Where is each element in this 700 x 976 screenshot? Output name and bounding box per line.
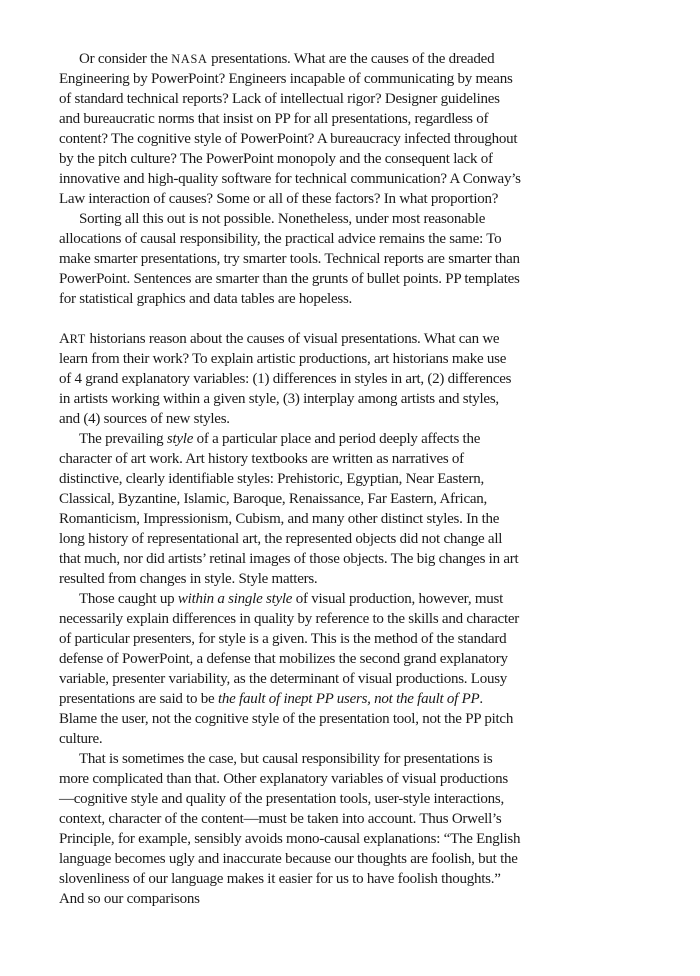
text-run: Sorting all this out is not possible. Nonetheless, under most reasonable allocations of causal responsibility, the practical advice remains the same: To make smarter presentations, try smarter tools. Technical reports are smarter than PowerPoint. Sentences are smarter than the grunts of bullet points. PP templates for statistical graphics and data tables are hopeless. [59, 211, 520, 307]
text-run: of visual production, however, must necessarily explain differences in quality by reference to the skills and character of particular presenters, for style is a given. This is the method of the standard defense of PowerPoint, a defense that mobilizes the second grand explanatory variable, presenter variability, as the determinant of visual productions. Lousy presentations are said to be [59, 591, 520, 707]
paragraph-5 [59, 589, 521, 749]
paragraph-4 [59, 429, 521, 589]
text-run-smallcaps: RT [69, 332, 87, 346]
text-run-italic: style [166, 431, 194, 447]
text-run-smallcaps: NASA [171, 52, 208, 66]
text-run: . Blame the user, not the cognitive style of the presentation tool, not the PP pitch culture. [59, 691, 514, 747]
text-run: That is sometimes the case, but causal responsibility for presentations is more complicated than that. Other explanatory variables of visual productions—cognitive style and quality of the presentation tools, user-style interactions, context, character of the content—must be taken into account. Thus Orwell’s Principle, for example, sensibly avoids mono-causal explanations: “The English language becomes ugly and inaccurate because our thoughts are foolish, but the slovenliness of our language makes it easier for us to have foolish thoughts.” And so our comparisons [59, 751, 521, 907]
paragraph-2 [59, 209, 521, 309]
text-run: of a particular place and period deeply affects the character of art work. Art history textbooks are written as narratives of distinctive, clearly identifiable styles: Prehistoric, Egyptian, Near Eastern, Classical, Byzantine, Islamic, Baroque, Renaissance, Far Eastern, African, Romanticism, Impressionism, Cubism, and many other distinct styles. In the long history of representational art, the represented objects did not change all that much, nor did artists’ retinal images of those objects. The big changes in art resulted from changes in style. Style matters. [59, 431, 519, 587]
paragraph-3 [59, 329, 521, 429]
text-run: Or consider the [79, 51, 172, 67]
text-run-italic: the fault of inept PP users, not the fault of PP [217, 691, 480, 707]
text-run: historians reason about the causes of visual presentations. What can we learn from their work? To explain artistic productions, art historians make use of 4 grand explanatory variables: (1) differences in styles in art, (2) differences in artists working within a given style, (3) interplay among artists and styles, and (4) sources of new styles. [59, 331, 512, 427]
text-run: A [59, 331, 70, 347]
paragraph-1 [59, 49, 521, 209]
text-run: The prevailing [79, 431, 167, 447]
text-run: Those caught up [79, 591, 178, 607]
text-column [59, 49, 521, 909]
text-run: presentations. What are the causes of the dreaded Engineering by PowerPoint? Engineers incapable of communicating by means of standard technical reports? Lack of intellectual rigor? Designer guidelines and bureaucratic norms that insist on PP for all presentations, regardless of content? The cognitive style of PowerPoint? A bureaucracy infected throughout by the pitch culture? The PowerPoint monopoly and the consequent lack of innovative and high-quality software for technical communication? A Conway’s Law interaction of causes? Some or all of these factors? In what proportion? [59, 51, 521, 207]
paragraph-6 [59, 749, 521, 909]
text-run-italic: within a single style [177, 591, 293, 607]
